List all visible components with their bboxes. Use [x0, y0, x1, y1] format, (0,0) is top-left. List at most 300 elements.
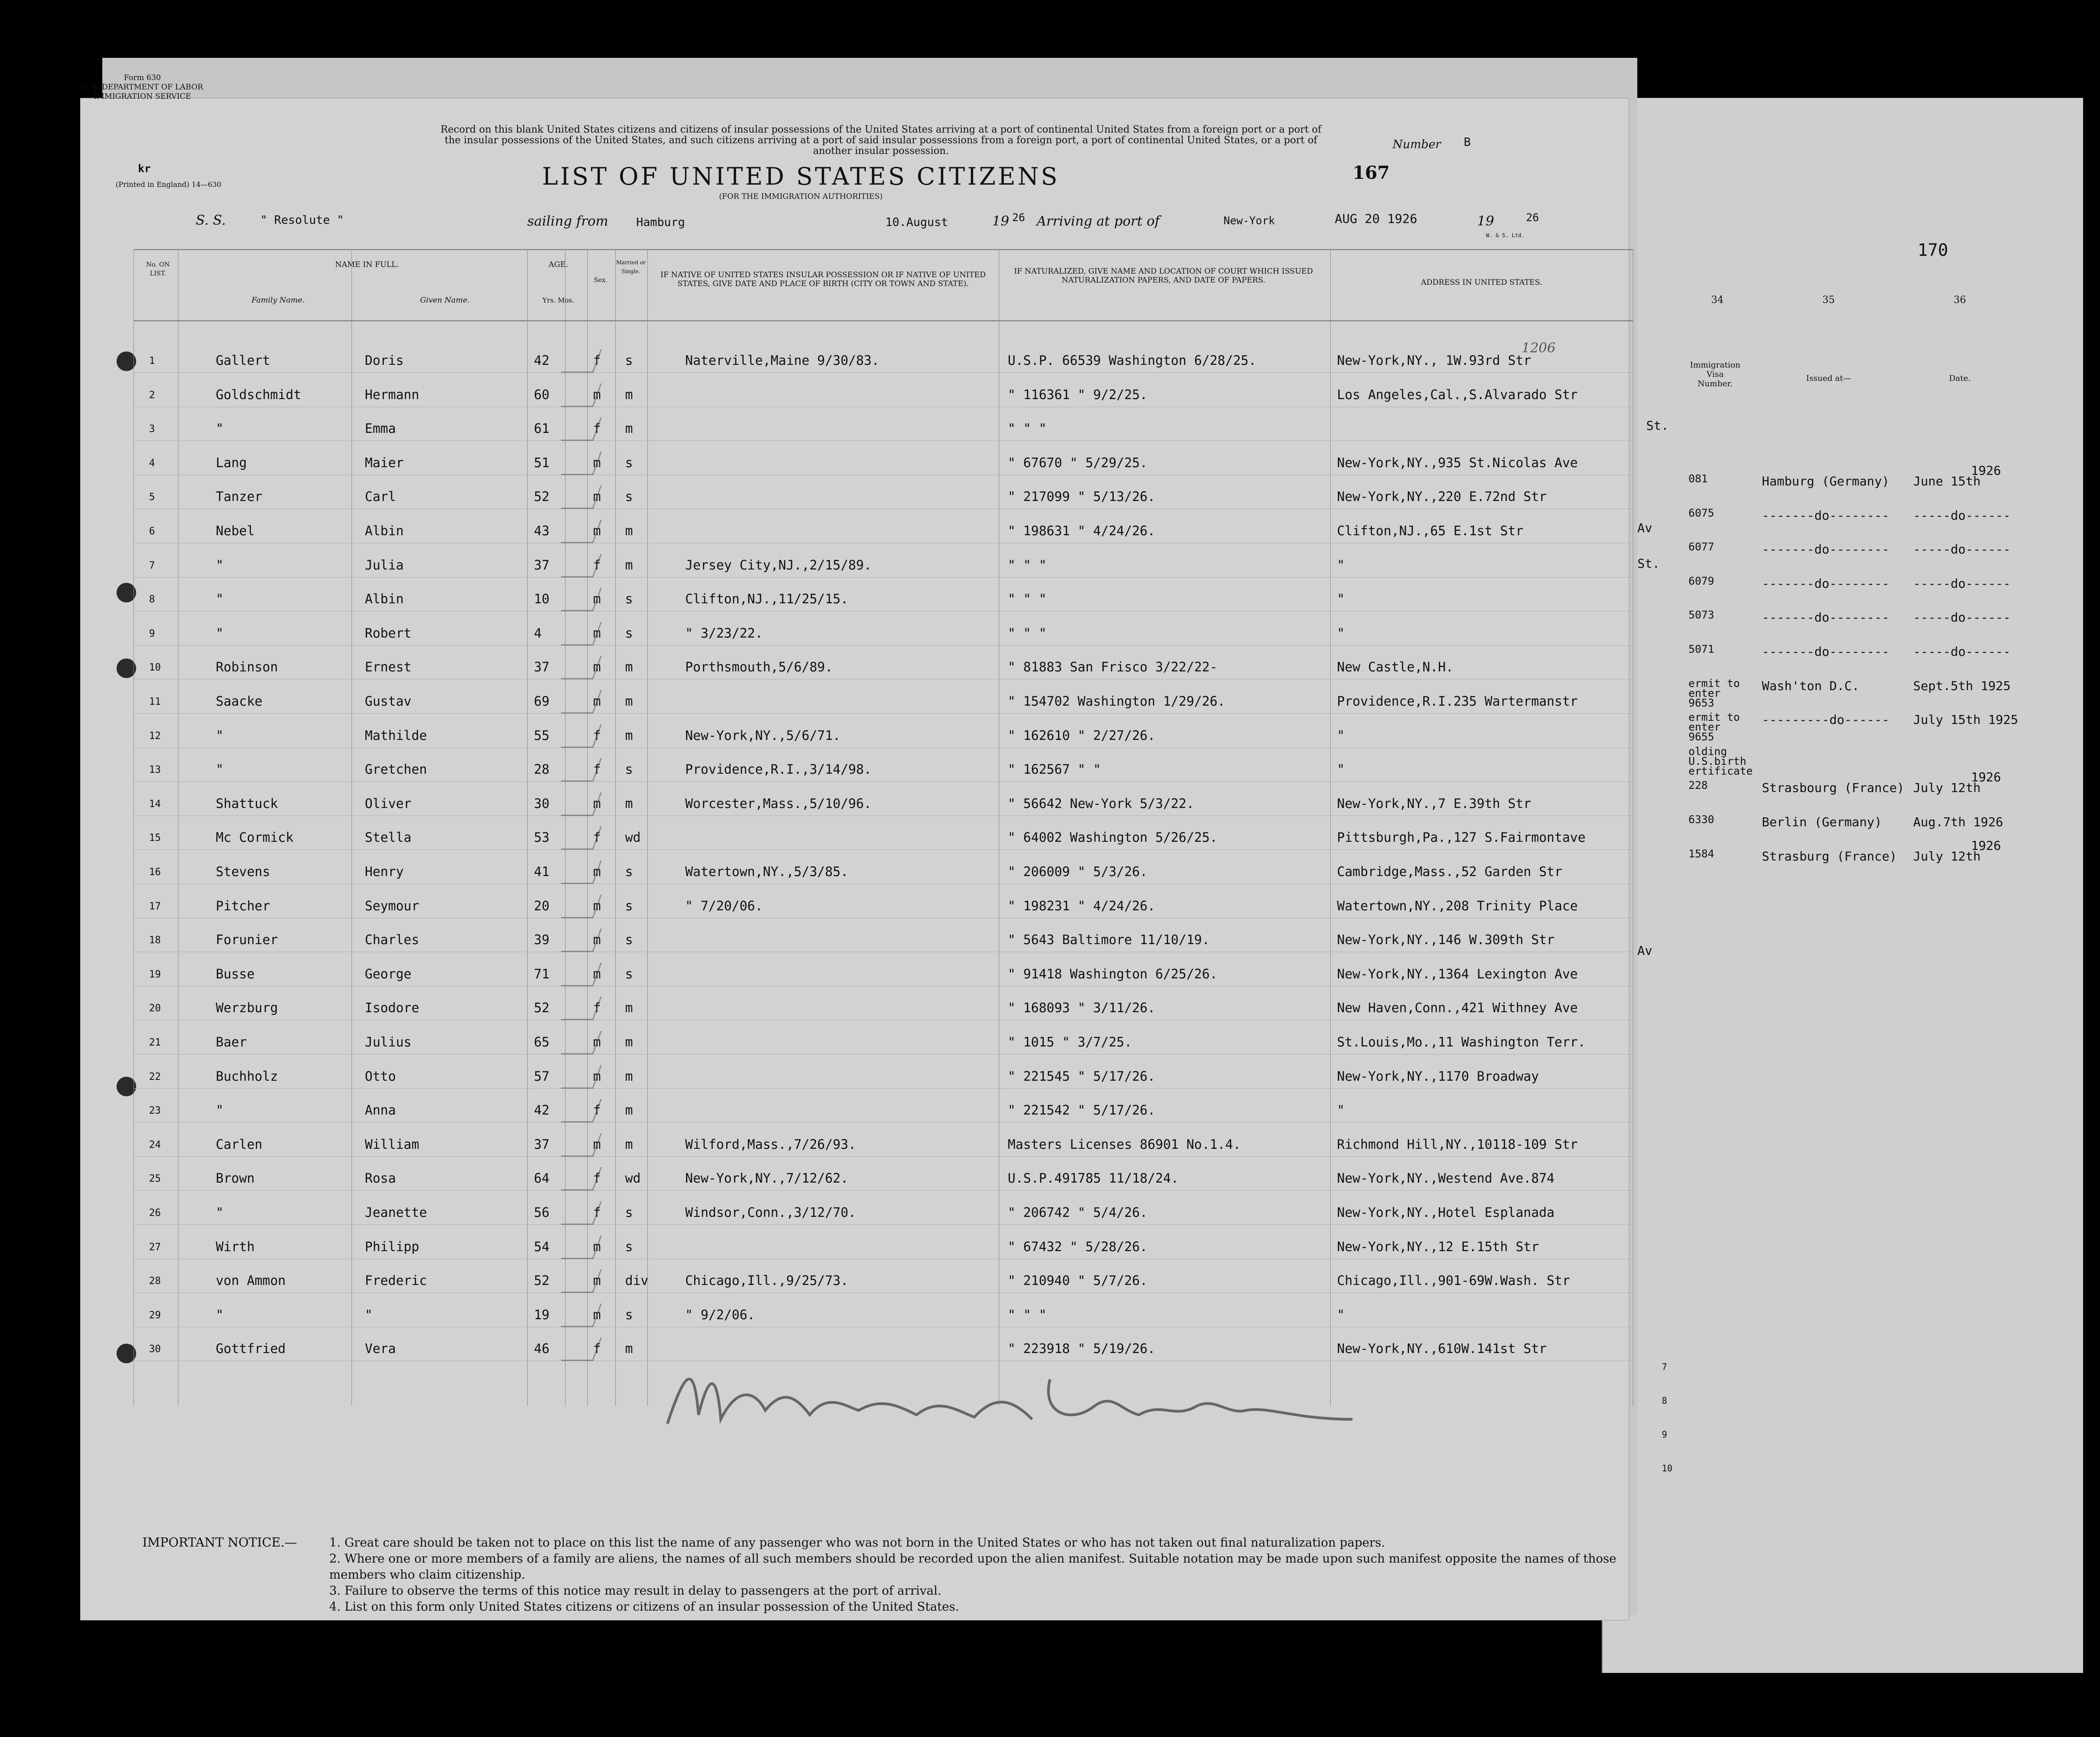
- cell-no: 8: [149, 594, 155, 606]
- cell-family: Saacke: [216, 694, 262, 709]
- cell-address: New-York,NY.,610W.141st Str: [1337, 1341, 1547, 1357]
- cell-sex: f: [593, 421, 601, 436]
- right-hdr-date: Date.: [1949, 374, 1971, 383]
- cell-age: 42: [534, 353, 549, 368]
- cell-age: 65: [534, 1034, 549, 1050]
- cell-sex: m: [593, 1307, 601, 1322]
- cell-nat: " 198231 " 4/24/26.: [1008, 898, 1155, 913]
- cell-no: 21: [149, 1037, 161, 1048]
- ship-name: " Resolute ": [260, 214, 344, 227]
- cell-nat: " 221545 " 5/17/26.: [1008, 1068, 1155, 1084]
- cell-age: 71: [534, 966, 549, 982]
- cell-ms: m: [625, 557, 633, 573]
- right-edge-mark: Av: [1637, 943, 1652, 958]
- cell-age: 37: [534, 659, 549, 675]
- cell-family: ": [216, 1307, 224, 1322]
- right-edge-mark: Av: [1637, 521, 1652, 535]
- cell-family: Robinson: [216, 659, 278, 675]
- cell-age: 37: [534, 1136, 549, 1152]
- right-entry-at: Hamburg (Germany): [1762, 474, 1890, 489]
- row-rule: [133, 1190, 1633, 1191]
- inspector-signature: [650, 1353, 1370, 1442]
- cell-family: Nebel: [216, 523, 255, 538]
- cell-age: 54: [534, 1239, 549, 1254]
- cell-given: Mathilde: [365, 727, 427, 743]
- cell-no: 6: [149, 526, 155, 537]
- checkmark-icon: [561, 349, 602, 373]
- cell-no: 25: [149, 1173, 161, 1185]
- cell-ms: m: [625, 421, 633, 436]
- year-arrived: 26: [1526, 211, 1539, 224]
- cell-family: ": [216, 591, 224, 607]
- cell-nat: " 56642 New-York 5/3/22.: [1008, 796, 1195, 811]
- cell-address: ": [1337, 727, 1345, 743]
- right-entry-date: -----do------: [1913, 508, 2011, 523]
- cell-birth: " 3/23/22.: [685, 625, 763, 641]
- cell-age: 19: [534, 1307, 549, 1322]
- form-number: Form 630: [124, 73, 161, 82]
- cell-nat: " 217099 " 5/13/26.: [1008, 489, 1155, 505]
- cell-sex: f: [593, 353, 601, 368]
- cell-address: Providence,R.I.235 Wartermanstr: [1337, 694, 1578, 709]
- cell-given: Hermann: [365, 387, 420, 402]
- right-hdr-visa: Immigration Visa Number.: [1690, 360, 1741, 388]
- cell-nat: " 221542 " 5/17/26.: [1008, 1103, 1155, 1118]
- cell-ms: m: [625, 659, 633, 675]
- cell-given: Doris: [365, 353, 404, 368]
- cell-no: 29: [149, 1309, 161, 1321]
- cell-ms: s: [625, 353, 633, 368]
- cell-family: Tanzer: [216, 489, 262, 505]
- table-row: [0, 924, 2100, 958]
- cell-given: George: [365, 966, 412, 982]
- cell-nat: " 116361 " 9/2/25.: [1008, 387, 1148, 402]
- cell-no: 27: [149, 1241, 161, 1253]
- checkmark-icon: [561, 997, 602, 1020]
- cell-given: Emma: [365, 421, 396, 436]
- cell-given: Stella: [365, 830, 412, 845]
- port-from: Hamburg: [636, 216, 685, 229]
- cell-no: 24: [149, 1139, 161, 1151]
- col-address: ADDRESS IN UNITED STATES.: [1421, 278, 1543, 287]
- cell-age: 43: [534, 523, 549, 538]
- cell-no: 18: [149, 935, 161, 946]
- right-entry-at: Berlin (Germany): [1762, 815, 1882, 829]
- cell-birth: Chicago,Ill.,9/25/73.: [685, 1273, 848, 1289]
- row-rule: [133, 849, 1633, 850]
- cell-address: Pittsburgh,Pa.,127 S.Fairmontave: [1337, 830, 1586, 845]
- cell-nat: " 206742 " 5/4/26.: [1008, 1205, 1148, 1220]
- address-overflow: St.: [1646, 418, 1669, 433]
- cell-sex: m: [593, 1273, 601, 1289]
- arriving-label: Arriving at port of: [1037, 214, 1160, 229]
- right-entry-at: -------do--------: [1762, 576, 1890, 591]
- notice-item: 2. Where one or more members of a family are aliens, the names of all such members should be recorded upon the alien manifest. Suitable notation may be made upon such manifest opposite the names of those members who claim citizenship.: [329, 1552, 1616, 1582]
- cell-sex: m: [593, 659, 601, 675]
- cell-address: New Castle,N.H.: [1337, 659, 1454, 675]
- row-rule: [133, 781, 1633, 782]
- cell-given: Philipp: [365, 1239, 420, 1254]
- table-row: [0, 958, 2100, 992]
- checkmark-icon: [561, 929, 602, 952]
- right-entry-year: 1926: [1971, 838, 2001, 853]
- right-entry-date: -----do------: [1913, 644, 2011, 659]
- cell-nat: U.S.P.491785 11/18/24.: [1008, 1171, 1179, 1186]
- cell-sex: f: [593, 1205, 601, 1220]
- cell-ms: s: [625, 625, 633, 641]
- cell-age: 10: [534, 591, 549, 607]
- col-family: Family Name.: [251, 296, 305, 305]
- cell-ms: m: [625, 1000, 633, 1016]
- cell-ms: div: [625, 1273, 649, 1289]
- cell-nat: " 5643 Baltimore 11/10/19.: [1008, 932, 1210, 948]
- cell-sex: m: [593, 591, 601, 607]
- cell-birth: Naterville,Maine 9/30/83.: [685, 353, 880, 368]
- cell-address: ": [1337, 1103, 1345, 1118]
- right-entry-num: ermit to enter 9653: [1688, 677, 1740, 709]
- notice-item: 3. Failure to observe the terms of this notice may result in delay to passengers at the port of arrival.: [329, 1584, 941, 1598]
- cell-birth: New-York,NY.,5/6/71.: [685, 727, 841, 743]
- right-entry-at: ---------do------: [1762, 712, 1890, 727]
- right-entry-date: -----do------: [1913, 576, 2011, 591]
- cell-no: 4: [149, 457, 155, 469]
- cell-ms: s: [625, 1239, 633, 1254]
- right-entry-num: 6330: [1688, 813, 1714, 826]
- cell-sex: f: [593, 1103, 601, 1118]
- cell-nat: " 162610 " 2/27/26.: [1008, 727, 1155, 743]
- cell-no: 22: [149, 1071, 161, 1083]
- cell-sex: f: [593, 830, 601, 845]
- form-title: LIST OF UNITED STATES CITIZENS: [542, 162, 1060, 190]
- cell-birth: Providence,R.I.,3/14/98.: [685, 762, 872, 777]
- cell-no: 26: [149, 1208, 161, 1219]
- ss-label: S. S.: [196, 213, 226, 228]
- right-entry-at: -------do--------: [1762, 644, 1890, 659]
- cell-given: Ernest: [365, 659, 412, 675]
- cell-birth: Wilford,Mass.,7/26/93.: [685, 1136, 856, 1152]
- cell-sex: m: [593, 864, 601, 879]
- cell-sex: m: [593, 387, 601, 402]
- cell-sex: m: [593, 489, 601, 505]
- cell-family: ": [216, 1205, 224, 1220]
- cell-age: 57: [534, 1068, 549, 1084]
- cell-nat: " 210940 " 5/7/26.: [1008, 1273, 1148, 1289]
- cell-birth: Worcester,Mass.,5/10/96.: [685, 796, 872, 811]
- right-entry-at: Strasburg (France): [1762, 848, 1897, 864]
- checkmark-icon: [561, 826, 602, 850]
- checkmark-icon: [561, 417, 602, 441]
- cell-no: 11: [149, 696, 161, 707]
- cell-address: New-York,NY.,220 E.72nd Str: [1337, 489, 1547, 505]
- cell-age: 60: [534, 387, 549, 402]
- cell-birth: Windsor,Conn.,3/12/70.: [685, 1205, 856, 1220]
- checkmark-icon: [561, 520, 602, 543]
- cell-nat: " 91418 Washington 6/25/26.: [1008, 966, 1218, 982]
- cell-address: New-York,NY.,1170 Broadway: [1337, 1068, 1539, 1084]
- cell-family: Carlen: [216, 1136, 262, 1152]
- cell-sex: m: [593, 796, 601, 811]
- cell-age: 69: [534, 694, 549, 709]
- cell-given: Maier: [365, 455, 404, 470]
- checkmark-icon: [561, 1099, 602, 1123]
- cell-address: New-York,NY.,Westend Ave.874: [1337, 1171, 1555, 1186]
- form-label: [76, 73, 209, 101]
- form-instructions: Record on this blank United States citizens and citizens of insular possessions of the United States arriving at a port of continental United States from a foreign port or a port of the insular possessions of the United States, and such citizens arriving at a port of said insular possessions from a foreign port, a port of continental United States, or a port of another insular possession.: [440, 124, 1321, 157]
- cell-no: 13: [149, 764, 161, 776]
- checkmark-icon: [561, 724, 602, 748]
- cell-sex: m: [593, 1034, 601, 1050]
- col-sex: Sex.: [594, 277, 608, 284]
- cell-no: 16: [149, 867, 161, 878]
- right-entry-num: 1584: [1688, 847, 1714, 860]
- cell-ms: s: [625, 898, 633, 913]
- cell-address: Clifton,NJ.,65 E.1st Str: [1337, 523, 1524, 538]
- table-row: [0, 1026, 2100, 1060]
- cell-age: 56: [534, 1205, 549, 1220]
- header-rule: [133, 249, 1633, 250]
- cell-nat: " 168093 " 3/11/26.: [1008, 1000, 1155, 1016]
- cell-given: Isodore: [365, 1000, 420, 1016]
- cell-family: ": [216, 625, 224, 641]
- right-col-34: 34: [1711, 295, 1724, 306]
- cell-address: St.Louis,Mo.,11 Washington Terr.: [1337, 1034, 1586, 1050]
- cell-given: Vera: [365, 1341, 396, 1357]
- checkmark-icon: [561, 1236, 602, 1259]
- cell-age: 37: [534, 557, 549, 573]
- right-entry-num: 5073: [1688, 609, 1714, 622]
- cell-ms: m: [625, 727, 633, 743]
- cell-address: New Haven,Conn.,421 Withney Ave: [1337, 1000, 1578, 1016]
- cell-family: Werzburg: [216, 1000, 278, 1016]
- table-row: [0, 1231, 2100, 1265]
- cell-birth: " 9/2/06.: [685, 1307, 755, 1322]
- right-entry-num: ermit to enter 9655: [1688, 711, 1740, 743]
- cell-sex: f: [593, 1341, 601, 1357]
- cell-address: Watertown,NY.,208 Trinity Place: [1337, 898, 1578, 913]
- cell-sex: m: [593, 455, 601, 470]
- checkmark-icon: [561, 1304, 602, 1327]
- right-entry-date: June 15th: [1913, 474, 1981, 489]
- cell-nat: " " ": [1008, 591, 1047, 607]
- cell-family: Wirth: [216, 1239, 255, 1254]
- cell-sex: m: [593, 966, 601, 982]
- cell-address: New-York,NY.,1364 Lexington Ave: [1337, 966, 1578, 982]
- notice-heading: IMPORTANT NOTICE.—: [142, 1535, 297, 1550]
- cell-birth: New-York,NY.,7/12/62.: [685, 1171, 848, 1186]
- cell-age: 51: [534, 455, 549, 470]
- table-row: [0, 1197, 2100, 1231]
- cell-ms: m: [625, 1103, 633, 1118]
- checkmark-icon: [561, 588, 602, 611]
- right-line-number: 10: [1662, 1463, 1673, 1474]
- cell-no: 5: [149, 492, 155, 503]
- cell-ms: m: [625, 1034, 633, 1050]
- cell-ms: s: [625, 762, 633, 777]
- cell-given: Rosa: [365, 1171, 396, 1186]
- cell-nat: " 64002 Washington 5/26/25.: [1008, 830, 1218, 845]
- cell-sex: m: [593, 694, 601, 709]
- printed-note: (Printed in England) 14—630: [116, 180, 222, 189]
- right-col-36: 36: [1954, 295, 1966, 306]
- cell-ms: m: [625, 694, 633, 709]
- cell-ms: m: [625, 523, 633, 538]
- col-no: No. ON LIST.: [146, 261, 170, 277]
- row-rule: [133, 1156, 1633, 1157]
- checkmark-icon: [561, 485, 602, 509]
- notice-item: 1. Great care should be taken not to place on this list the name of any passenger who was not born in the United States or who has not taken out final naturalization papers.: [329, 1536, 1385, 1550]
- cell-sex: m: [593, 1136, 601, 1152]
- cell-given: Otto: [365, 1068, 396, 1084]
- checkmark-icon: [561, 758, 602, 782]
- right-entry-date: July 12th: [1913, 780, 1981, 796]
- cell-age: 52: [534, 1000, 549, 1016]
- table-row: [0, 1095, 2100, 1128]
- cell-no: 2: [149, 389, 155, 401]
- cell-address: New-York,NY.,7 E.39th Str: [1337, 796, 1531, 811]
- row-rule: [133, 372, 1633, 373]
- cell-family: Goldschmidt: [216, 387, 302, 402]
- cell-nat: " 67432 " 5/28/26.: [1008, 1239, 1148, 1254]
- right-entry-at: -------do--------: [1762, 610, 1890, 625]
- cell-family: Lang: [216, 455, 247, 470]
- right-entry-date: July 12th: [1913, 848, 1981, 864]
- cell-given: Carl: [365, 489, 396, 505]
- right-entry-num: 5071: [1688, 643, 1714, 655]
- address-annotation: 1206: [1522, 340, 1556, 356]
- year-prefix-arrival: 19: [1477, 214, 1494, 229]
- right-entry-year: 1926: [1971, 463, 2001, 478]
- cell-nat: " 1015 " 3/7/25.: [1008, 1034, 1132, 1050]
- cell-address: New-York,NY., 1W.93rd Str: [1337, 353, 1531, 368]
- cell-ms: s: [625, 1205, 633, 1220]
- cell-given: Albin: [365, 591, 404, 607]
- col-married: Married or Single.: [616, 259, 646, 275]
- cell-no: 23: [149, 1105, 161, 1117]
- row-rule: [133, 1122, 1633, 1123]
- cell-family: Forunier: [216, 932, 278, 948]
- right-line-number: 8: [1662, 1395, 1668, 1406]
- cell-no: 30: [149, 1344, 161, 1355]
- checkmark-icon: [561, 860, 602, 884]
- cell-address: Chicago,Ill.,901-69W.Wash. Str: [1337, 1273, 1570, 1289]
- cell-age: 61: [534, 421, 549, 436]
- cell-nat: " 162567 " ": [1008, 762, 1101, 777]
- notice-item: 4. List on this form only United States citizens or citizens of an insular possession of the United States.: [329, 1600, 959, 1614]
- cell-ms: wd: [625, 830, 641, 845]
- cell-given: Jeanette: [365, 1205, 427, 1220]
- cell-family: Busse: [216, 966, 255, 982]
- cell-nat: U.S.P. 66539 Washington 6/28/25.: [1008, 353, 1256, 368]
- cell-nat: " 206009 " 5/3/26.: [1008, 864, 1148, 879]
- page-number: 167: [1353, 162, 1390, 183]
- cell-family: ": [216, 727, 224, 743]
- cell-nat: " " ": [1008, 625, 1047, 641]
- right-entry-at: Wash'ton D.C.: [1762, 678, 1860, 693]
- cell-nat: " 198631 " 4/24/26.: [1008, 523, 1155, 538]
- cell-no: 28: [149, 1276, 161, 1287]
- cell-sex: f: [593, 727, 601, 743]
- cell-family: ": [216, 762, 224, 777]
- right-entry-num: 6079: [1688, 574, 1714, 587]
- right-entry-num: olding U.S.birth ertificate: [1688, 745, 1753, 777]
- year-prefix: 19: [992, 214, 1010, 229]
- row-rule: [133, 577, 1633, 578]
- cell-no: 19: [149, 969, 161, 980]
- cell-family: Buchholz: [216, 1068, 278, 1084]
- checkmark-icon: [561, 452, 602, 475]
- cell-sex: f: [593, 762, 601, 777]
- cell-age: 39: [534, 932, 549, 948]
- cell-age: 41: [534, 864, 549, 879]
- table-row: [0, 890, 2100, 924]
- cell-age: 42: [534, 1103, 549, 1118]
- cell-family: ": [216, 1103, 224, 1118]
- cell-nat: " 154702 Washington 1/29/26.: [1008, 694, 1225, 709]
- table-row: [0, 1265, 2100, 1299]
- cell-ms: s: [625, 455, 633, 470]
- header-rule: [133, 320, 1633, 321]
- checkmark-icon: [561, 895, 602, 918]
- row-rule: [133, 645, 1633, 646]
- service: IMMIGRATION SERVICE: [93, 92, 191, 101]
- cell-ms: m: [625, 1341, 633, 1357]
- cell-given: Charles: [365, 932, 420, 948]
- checkmark-icon: [561, 1031, 602, 1054]
- cell-family: Baer: [216, 1034, 247, 1050]
- checkmark-icon: [561, 656, 602, 679]
- checkmark-icon: [561, 792, 602, 816]
- right-entry-at: -------do--------: [1762, 542, 1890, 557]
- cell-given: Seymour: [365, 898, 420, 913]
- table-row: [0, 1163, 2100, 1196]
- table-row: [0, 1061, 2100, 1095]
- cell-address: ": [1337, 762, 1345, 777]
- checkmark-icon: [561, 1201, 602, 1225]
- checkmark-icon: [561, 963, 602, 986]
- cell-age: 55: [534, 727, 549, 743]
- cell-no: 14: [149, 798, 161, 810]
- cell-age: 4: [534, 625, 542, 641]
- cell-birth: " 7/20/06.: [685, 898, 763, 913]
- cell-given: Frederic: [365, 1273, 427, 1289]
- year-sailed: 26: [1012, 211, 1025, 224]
- cell-given: Julia: [365, 557, 404, 573]
- cell-age: 52: [534, 489, 549, 505]
- checkmark-icon: [561, 1269, 602, 1293]
- cell-age: 52: [534, 1273, 549, 1289]
- cell-birth: Jersey City,NJ.,2/15/89.: [685, 557, 872, 573]
- cell-given: Julius: [365, 1034, 412, 1050]
- cell-birth: Clifton,NJ.,11/25/15.: [685, 591, 848, 607]
- cell-address: ": [1337, 625, 1345, 641]
- right-entry-date: Aug.7th 1926: [1913, 815, 2003, 829]
- right-hdr-issued: Issued at—: [1806, 374, 1851, 383]
- cell-given: Gustav: [365, 694, 412, 709]
- right-line-number: 7: [1662, 1361, 1668, 1372]
- notice-list: [329, 1535, 1619, 1615]
- checkmark-icon: [561, 384, 602, 407]
- cell-family: Mc Cormick: [216, 830, 294, 845]
- cell-ms: m: [625, 796, 633, 811]
- cell-ms: s: [625, 591, 633, 607]
- cell-no: 9: [149, 628, 155, 639]
- cell-address: New-York,NY.,12 E.15th Str: [1337, 1239, 1539, 1254]
- cell-address: Cambridge,Mass.,52 Garden Str: [1337, 864, 1563, 879]
- clerk-mark: kr: [138, 162, 151, 175]
- cell-given: Anna: [365, 1103, 396, 1118]
- row-rule: [133, 1224, 1633, 1225]
- right-entry-at: -------do--------: [1762, 508, 1890, 523]
